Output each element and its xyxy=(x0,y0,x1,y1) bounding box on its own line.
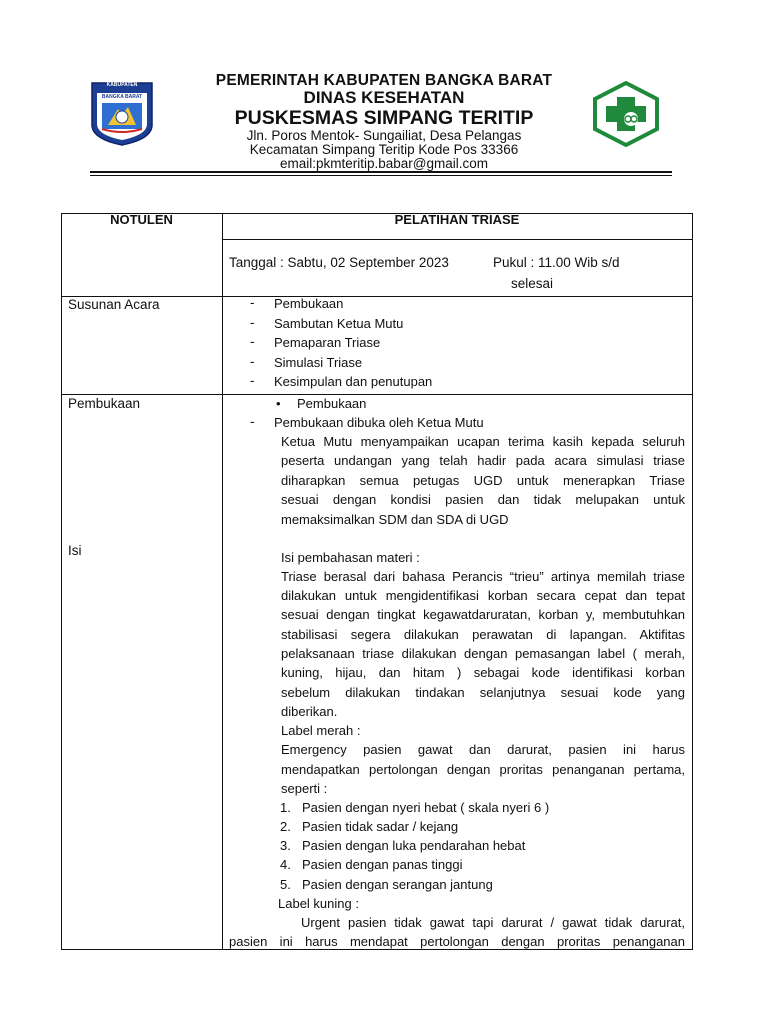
agenda-item: Pembukaan xyxy=(274,296,344,311)
agenda-item: Pemaparan Triase xyxy=(274,335,381,350)
kop-government-line: PEMERINTAH KABUPATEN BANGKA BARAT xyxy=(215,72,553,89)
meeting-date: Tanggal : Sabtu, 02 September 2023 xyxy=(229,255,449,270)
meeting-time-end: selesai xyxy=(511,276,554,291)
logo-left-caption: KABUPATEN xyxy=(106,82,138,88)
content-label: Isi xyxy=(68,543,82,558)
notulen-header: NOTULEN xyxy=(110,212,173,227)
red-label-heading: Label merah : xyxy=(281,723,361,738)
list-item: Pasien dengan panas tinggi xyxy=(302,857,463,872)
agenda-item: Simulasi Triase xyxy=(274,355,363,370)
kop-district-line: Kecamatan Simpang Teritip Kode Pos 33366 xyxy=(249,142,519,157)
kop-address-line: Jln. Poros Mentok- Sungailiat, Desa Pelangas xyxy=(246,128,522,143)
agenda-item: Sambutan Ketua Mutu xyxy=(274,316,404,331)
training-title-header: PELATIHAN TRIASE xyxy=(394,212,520,227)
kop-agency-line: DINAS KESEHATAN xyxy=(303,88,465,107)
list-item: Pasien dengan luka pendarahan hebat xyxy=(302,838,526,853)
logo-left-arc-text: BANGKA BARAT xyxy=(101,94,143,100)
kop-institution-title: PUSKESMAS SIMPANG TERITIP xyxy=(234,107,534,129)
list-item: Pasien dengan serangan jantung xyxy=(302,877,493,892)
bullet-icon: • xyxy=(276,396,281,411)
kop-email-line: email:pkmteritip.babar@gmail.com xyxy=(279,156,489,171)
agenda-label: Susunan Acara xyxy=(68,297,160,312)
letterhead-divider xyxy=(90,171,672,173)
opening-label: Pembukaan xyxy=(68,396,141,411)
content-heading: Isi pembahasan materi : xyxy=(281,550,420,565)
letterhead-divider-thin xyxy=(90,175,672,176)
opening-note: Pembukaan dibuka oleh Ketua Mutu xyxy=(274,415,484,430)
yellow-label-heading: Label kuning : xyxy=(278,896,359,911)
meeting-time: Pukul : 11.00 Wib s/d xyxy=(493,255,620,270)
agenda-item: Kesimpulan dan penutupan xyxy=(274,374,433,389)
list-item: Pasien dengan nyeri hebat ( skala nyeri 6 ) xyxy=(302,800,550,815)
opening-bullet: Pembukaan xyxy=(297,396,367,411)
list-item: Pasien tidak sadar / kejang xyxy=(302,819,459,834)
